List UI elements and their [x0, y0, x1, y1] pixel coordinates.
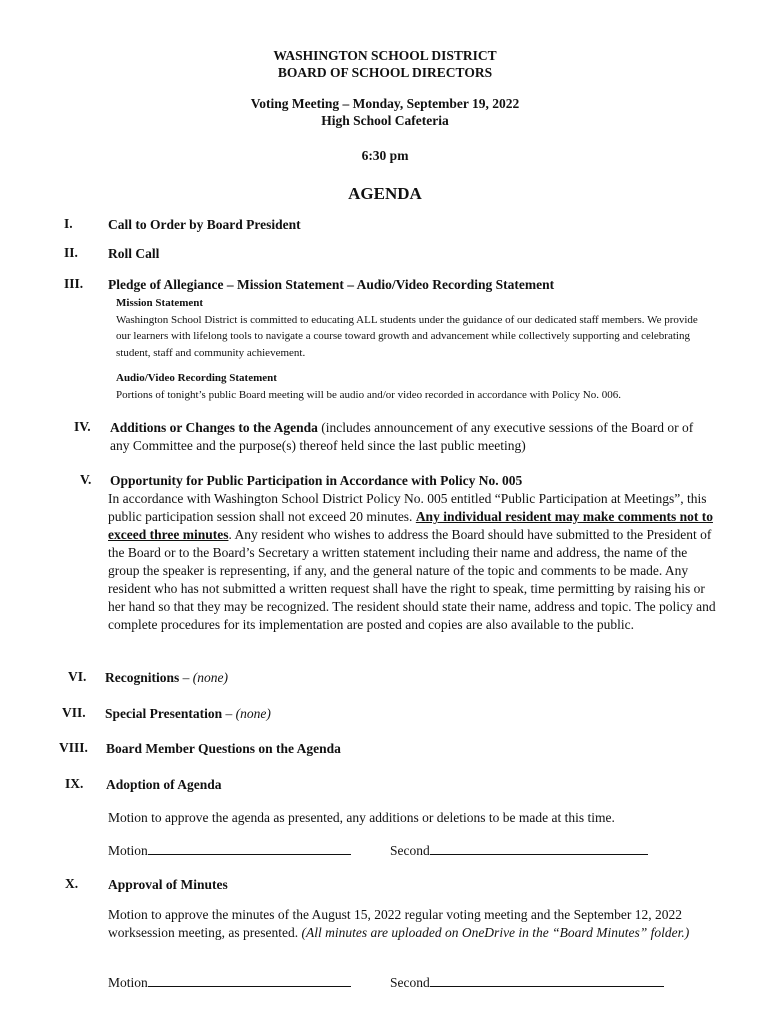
motion-text: Motion to approve the minutes of the August 15, 2022 regular voting meeting and the September 12, 2022 worksession meeting, as presented. — [108, 907, 683, 940]
time-line: 6:30 pm — [361, 148, 409, 163]
motion-line — [108, 841, 351, 860]
second-label: Second — [390, 843, 430, 858]
second-line — [390, 973, 664, 992]
meeting-line: Voting Meeting – Monday, September 19, 2022 — [250, 96, 520, 111]
item-note: (none) — [235, 706, 271, 721]
item-vi-line — [105, 669, 228, 687]
motion-text: Motion to approve the agenda as presented, any additions or deletions to be made at this time. — [108, 810, 615, 825]
item-number: X. — [65, 876, 79, 891]
item-number: IX. — [65, 776, 84, 791]
motion-blank[interactable] — [148, 973, 351, 987]
item-note: (none) — [192, 670, 228, 685]
motion-label: Motion — [108, 843, 148, 858]
dash: – — [222, 706, 236, 721]
second-blank[interactable] — [430, 973, 664, 987]
item-number: V. — [80, 472, 92, 487]
item-title: Special Presentation — [105, 706, 223, 721]
second-blank[interactable] — [430, 841, 648, 855]
item-title: Call to Order by Board President — [108, 217, 301, 232]
mission-statement — [116, 295, 701, 361]
participation-text-b: . Any resident who wishes to address the Board should have submitted to the President of the Board or to the Board’s Secretary a written statement including their name and address, the name of the group the speaker is representing, if any, and the general nature of the topic and comments to be made. Any resident who has not submitted a written request shall have the right to speak, time permitting by raising his or her hand so that they may be recognized. The resident should state their name, address and topic. The policy and complete procedures for its implementation are posted and copies are also available to the public. — [108, 527, 716, 632]
av-heading: Audio/Video Recording Statement — [116, 372, 277, 384]
item-title: Pledge of Allegiance – Mission Statement – Audio/Video Recording Statement — [108, 277, 555, 292]
item-number: VIII. — [59, 740, 88, 755]
item-number: III. — [64, 276, 84, 291]
motion-line — [108, 973, 351, 992]
item-iv-text — [110, 419, 710, 455]
dash: – — [179, 670, 193, 685]
item-title: Roll Call — [108, 246, 160, 261]
item-number: VI. — [68, 669, 87, 684]
location-line: High School Cafeteria — [321, 113, 449, 128]
item-subtext: (includes announcement of any executive sessions of the Board or of any Committee and the purpose(s) thereof held since the last public meeting) — [110, 420, 694, 453]
item-title: Adoption of Agenda — [106, 777, 222, 792]
item-number: VII. — [62, 705, 86, 720]
av-statement — [116, 370, 716, 403]
agenda-title: AGENDA — [348, 184, 422, 203]
mission-text: Washington School District is committed to educating ALL students under the guidance of our dedicated staff members. We provide our learners with lifelong tools to navigate a course toward growth and advancement while collectively supporting and celebrating student, staff and community achievement. — [116, 313, 698, 359]
board-name: BOARD OF SCHOOL DIRECTORS — [277, 65, 493, 80]
item-number: II. — [64, 245, 78, 260]
second-line — [390, 841, 648, 860]
item-vii-line — [105, 705, 271, 723]
motion-label: Motion — [108, 975, 148, 990]
item-title: Opportunity for Public Participation in Accordance with Policy No. 005 — [110, 473, 523, 488]
participation-underlined: Any individual resident may make comments not to exceed three minutes — [108, 509, 713, 542]
item-title: Recognitions — [105, 670, 180, 685]
item-title: Additions or Changes to the Agenda — [110, 420, 318, 435]
motion-note: (All minutes are uploaded on OneDrive in the “Board Minutes” folder.) — [301, 925, 690, 940]
second-label: Second — [390, 975, 430, 990]
participation-text-a: In accordance with Washington School District Policy No. 005 entitled “Public Participation at Meetings”, this public participation session shall not exceed 20 minutes. — [108, 491, 707, 524]
item-title: Board Member Questions on the Agenda — [106, 741, 341, 756]
mission-heading: Mission Statement — [116, 297, 204, 309]
item-number: IV. — [74, 419, 91, 434]
public-participation-text — [108, 490, 718, 634]
motion-blank[interactable] — [148, 841, 351, 855]
item-number: I. — [64, 216, 73, 231]
district-name: WASHINGTON SCHOOL DISTRICT — [273, 48, 497, 63]
av-text: Portions of tonight’s public Board meeting will be audio and/or video recorded in accordance with Policy No. 006. — [116, 388, 621, 401]
item-title: Approval of Minutes — [108, 877, 228, 892]
minutes-motion-text — [108, 906, 723, 942]
